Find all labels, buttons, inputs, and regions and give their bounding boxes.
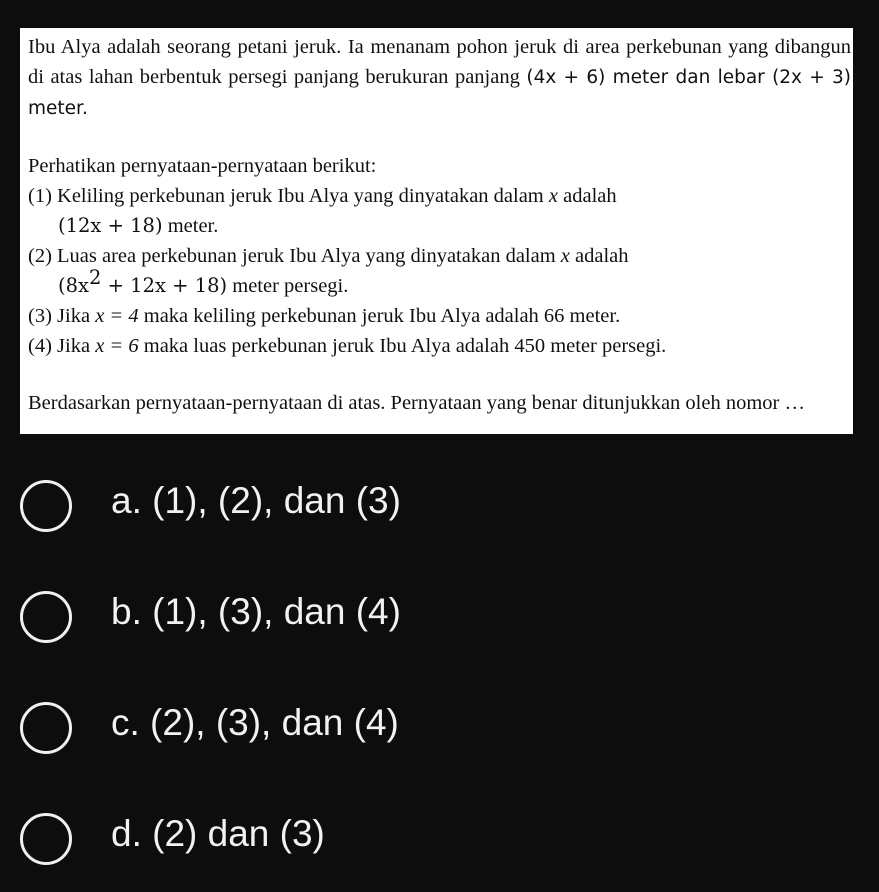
statement-2-exponent: 2 bbox=[89, 266, 102, 290]
intro-text-end: meter. bbox=[28, 98, 88, 119]
radio-circle-icon[interactable] bbox=[20, 591, 72, 643]
option-a-label[interactable]: a. (1), (2), dan (3) bbox=[111, 480, 401, 521]
option-c-label[interactable]: c. (2), (3), dan (4) bbox=[111, 702, 399, 743]
statement-3-prefix: (3) Jika bbox=[28, 305, 96, 327]
statement-1 bbox=[28, 181, 851, 211]
radio-circle-icon[interactable] bbox=[20, 480, 72, 532]
statement-2-text: (2) Luas area perkebunan jeruk Ibu Alya yang dinyatakan dalam bbox=[28, 245, 561, 267]
option-a[interactable] bbox=[0, 450, 879, 550]
statement-2-variable: x bbox=[560, 245, 570, 267]
intro-text: Ibu Alya adalah seorang petani jeruk. Ia menanam pohon jeruk di area perkebunan yang dibangun di atas lahan berbentuk persegi panjang berukuran panjang bbox=[28, 36, 851, 88]
width-expression: (2x + 3) bbox=[772, 67, 852, 88]
spacer bbox=[28, 124, 851, 151]
statement-3-text: maka keliling perkebunan jeruk Ibu Alya adalah 66 meter. bbox=[138, 305, 621, 327]
statement-1-text-end: adalah bbox=[558, 185, 617, 207]
intro-text-middle: meter dan lebar bbox=[605, 67, 773, 88]
statement-1-text: (1) Keliling perkebunan jeruk Ibu Alya yang dinyatakan dalam bbox=[28, 185, 549, 207]
radio-circle-icon[interactable] bbox=[20, 702, 72, 754]
question-closing: Berdasarkan pernyataan-pernyataan di atas. Pernyataan yang benar ditunjukkan oleh nomor … bbox=[28, 392, 805, 414]
statement-2-expression-line bbox=[28, 266, 851, 301]
option-d[interactable] bbox=[0, 780, 879, 880]
option-b[interactable] bbox=[0, 560, 879, 660]
spacer bbox=[28, 361, 851, 388]
question-intro bbox=[28, 32, 851, 124]
statement-4 bbox=[28, 331, 851, 361]
statement-1-expression-line bbox=[28, 211, 851, 241]
statement-4-prefix: (4) Jika bbox=[28, 335, 96, 357]
statement-1-variable: x bbox=[548, 185, 558, 207]
statement-2-text-end: adalah bbox=[569, 245, 629, 267]
option-b-label[interactable]: b. (1), (3), dan (4) bbox=[111, 591, 401, 632]
statement-4-text: maka luas perkebunan jeruk Ibu Alya adalah 450 meter persegi. bbox=[138, 335, 667, 357]
statement-4-condition: x = 6 bbox=[95, 335, 139, 357]
statement-3 bbox=[28, 301, 851, 331]
option-d-label[interactable]: d. (2) dan (3) bbox=[111, 813, 325, 854]
question-card bbox=[20, 28, 853, 434]
statement-2 bbox=[28, 241, 851, 271]
statement-2-expression-part-a: (8x bbox=[58, 274, 90, 297]
statement-2-expression-part-b: + 12x + 18) bbox=[101, 274, 228, 297]
option-c[interactable] bbox=[0, 670, 879, 770]
radio-circle-icon[interactable] bbox=[20, 813, 72, 865]
statement-2-unit: meter persegi. bbox=[227, 275, 349, 297]
statement-1-expression: (12x + 18) bbox=[58, 214, 163, 237]
statements-prompt: Perhatikan pernyataan-pernyataan berikut: bbox=[28, 155, 377, 177]
statement-1-unit: meter. bbox=[162, 215, 219, 237]
statement-3-condition: x = 4 bbox=[95, 305, 139, 327]
length-expression: (4x + 6) bbox=[526, 67, 606, 88]
